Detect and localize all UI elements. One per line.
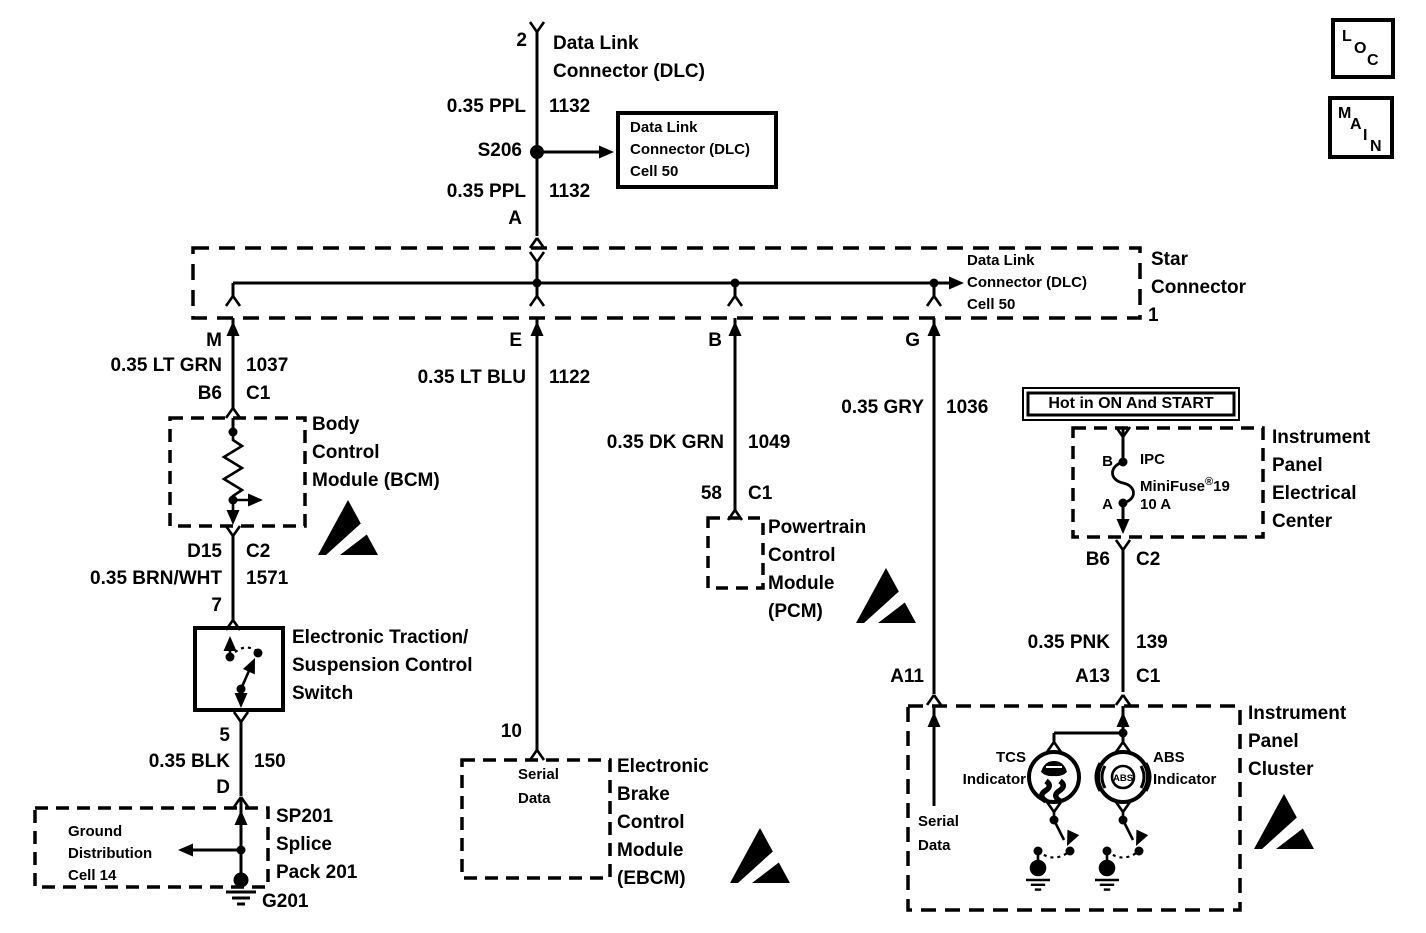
- fuse-element: [1113, 462, 1134, 503]
- fuse-pin-a: A: [1102, 496, 1113, 513]
- loc-letter-l: L: [1342, 28, 1352, 45]
- wire-spec-ppl-upper: 0.35 PPL: [446, 96, 526, 117]
- cluster-name-line2: Panel: [1248, 731, 1299, 752]
- dlc-pin-a: A: [508, 208, 522, 229]
- dlc-name-line1: Data Link: [553, 33, 639, 54]
- traction-switch-symbol: [224, 636, 263, 708]
- circuit-1037: 1037: [246, 355, 289, 376]
- circuit-1571: 1571: [246, 568, 289, 589]
- abs-lamp-switch: [1095, 812, 1148, 890]
- fuse-pin-b: B: [1102, 453, 1113, 470]
- fuse-exit-arrowhead: [1117, 519, 1130, 534]
- star-pin-m: M: [206, 330, 222, 351]
- cluster-pin-a11: A11: [890, 666, 924, 687]
- switch-pin-5: 5: [219, 725, 230, 746]
- circuit-1036: 1036: [946, 397, 989, 418]
- circuit-139: 139: [1136, 632, 1168, 653]
- sp201-line2: Splice: [276, 834, 332, 855]
- esd-icon-pcm: [856, 568, 916, 623]
- cluster-name-line3: Cluster: [1248, 759, 1314, 780]
- wire-spec-blk: 0.35 BLK: [148, 751, 230, 772]
- fuse-number: 19: [1213, 478, 1230, 495]
- loc-letter-c: C: [1367, 52, 1379, 69]
- switch-name-line1: Electronic Traction/: [292, 627, 469, 648]
- main-letter-i: I: [1363, 127, 1368, 144]
- sp201-line3: Pack 201: [276, 862, 358, 883]
- wire-spec-gry: 0.35 GRY: [841, 397, 924, 418]
- fuse-rating: 10 A: [1140, 496, 1172, 513]
- bcm-name-line2: Control: [312, 442, 380, 463]
- pcm-name-line2: Control: [768, 545, 836, 566]
- switch-pin-7: 7: [211, 595, 222, 616]
- cluster-serial-line1: Serial: [918, 813, 959, 830]
- bcm-name-line1: Body: [312, 414, 360, 435]
- star-ref-line2: Connector (DLC): [967, 274, 1087, 291]
- tcs-indicator-icon: [1029, 752, 1079, 802]
- main-letter-n: N: [1370, 138, 1382, 155]
- fuse-brand: MiniFuse: [1140, 478, 1206, 495]
- bcm-branch-arrowhead: [248, 494, 263, 507]
- ground-pin-d: D: [216, 777, 230, 798]
- cluster-pin-a13: A13: [1075, 666, 1110, 687]
- esd-icon-cluster: [1254, 794, 1314, 849]
- pcm-name-line3: Module: [768, 573, 835, 594]
- ipec-name-line3: Electrical: [1272, 483, 1357, 504]
- circuit-150: 150: [254, 751, 286, 772]
- splice-s206-label: S206: [477, 140, 522, 161]
- s206-arrowhead: [599, 146, 614, 159]
- pcm-pin-58: 58: [700, 483, 722, 504]
- ground-ref-line2: Distribution: [68, 845, 153, 862]
- hot-in-on-and-start: Hot in ON And START: [1048, 395, 1214, 412]
- registered-mark: ®: [1205, 476, 1214, 488]
- circuit-1049: 1049: [748, 432, 791, 453]
- ebcm-name-line1: Electronic: [617, 756, 709, 777]
- star-pin-g: G: [905, 330, 920, 351]
- fuse-name-ipc: IPC: [1140, 451, 1166, 468]
- bcm-pin-d15: D15: [187, 541, 222, 562]
- abs-label-line2: Indicator: [1153, 771, 1217, 788]
- ipec-conn-c2: C2: [1136, 549, 1161, 570]
- star-id: 1: [1148, 305, 1159, 326]
- wire-spec-ltgrn: 0.35 LT GRN: [110, 355, 222, 376]
- ipec-name-line1: Instrument: [1272, 427, 1371, 448]
- s206-ref-line3: Cell 50: [630, 163, 679, 180]
- loc-letter-o: O: [1354, 40, 1367, 57]
- switch-name-line2: Suspension Control: [292, 655, 473, 676]
- wire-spec-pnk: 0.35 PNK: [1027, 632, 1110, 653]
- main-letter-m: M: [1338, 105, 1352, 122]
- cluster-conn-c1: C1: [1136, 666, 1161, 687]
- ebcm-name-line3: Control: [617, 812, 685, 833]
- star-name-line1: Star: [1151, 249, 1188, 270]
- pcm-box: [708, 518, 763, 588]
- bcm-conn-c1: C1: [246, 383, 271, 404]
- abs-icon-text: ABS: [1112, 773, 1134, 784]
- abs-label-line1: ABS: [1153, 749, 1185, 766]
- ground-ref-arrowhead: [178, 844, 193, 857]
- ground-up-arrowhead: [235, 810, 248, 825]
- bcm-name-line3: Module (BCM): [312, 470, 440, 491]
- ebcm-port-line2: Data: [518, 790, 551, 807]
- g201-label: G201: [262, 891, 309, 912]
- esd-icon-bcm: [318, 500, 378, 555]
- tcs-label-line1: TCS: [996, 749, 1026, 766]
- wire-spec-ppl-lower: 0.35 PPL: [446, 181, 526, 202]
- circuit-1122: 1122: [549, 367, 591, 388]
- cluster-name-line1: Instrument: [1248, 703, 1347, 724]
- sp201-line1: SP201: [276, 806, 334, 827]
- ebcm-name-line5: (EBCM): [617, 868, 686, 889]
- bcm-pin-b6: B6: [197, 383, 222, 404]
- circuit-1132-upper: 1132: [549, 96, 591, 117]
- bus-arrowhead: [949, 277, 964, 290]
- pcm-name-line1: Powertrain: [768, 517, 867, 538]
- instrument-cluster-box: [908, 706, 1240, 910]
- pcm-name-line4: (PCM): [768, 601, 823, 622]
- ipec-name-line4: Center: [1272, 511, 1333, 532]
- tcs-label-line2: Indicator: [962, 771, 1026, 788]
- abs-indicator-icon: [1096, 752, 1150, 802]
- pcm-conn-c1: C1: [748, 483, 773, 504]
- star-ref-line1: Data Link: [967, 252, 1035, 269]
- dlc-name-line2: Connector (DLC): [553, 61, 705, 82]
- star-pin-b: B: [708, 330, 722, 351]
- circuit-1132-lower: 1132: [549, 181, 591, 202]
- star-name-line2: Connector: [1151, 277, 1246, 298]
- ground-ref-line3: Cell 14: [68, 867, 117, 884]
- ipec-name-line2: Panel: [1272, 455, 1323, 476]
- bcm-exit-arrowhead: [227, 510, 240, 525]
- ebcm-name-line2: Brake: [617, 784, 670, 805]
- tcs-lamp-switch: [1026, 812, 1079, 890]
- main-letter-a: A: [1350, 116, 1362, 133]
- s206-ref-line2: Connector (DLC): [630, 141, 750, 158]
- wire-spec-dkgrn: 0.35 DK GRN: [606, 432, 724, 453]
- s206-splice-dot: [530, 145, 544, 159]
- switch-name-line3: Switch: [292, 683, 354, 704]
- cluster-serial-line2: Data: [918, 837, 951, 854]
- dlc-pin-2: 2: [516, 30, 527, 51]
- star-pin-e: E: [509, 330, 522, 351]
- wire-spec-brnwht: 0.35 BRN/WHT: [90, 568, 222, 589]
- ebcm-name-line4: Module: [617, 840, 684, 861]
- ebcm-pin-10: 10: [500, 721, 522, 742]
- bcm-conn-c2: C2: [246, 541, 271, 562]
- star-ref-line3: Cell 50: [967, 296, 1016, 313]
- esd-icon-ebcm: [730, 828, 790, 883]
- ground-ref-line1: Ground: [68, 823, 123, 840]
- ipec-pin-b6: B6: [1085, 549, 1110, 570]
- ebcm-port-line1: Serial: [518, 766, 559, 783]
- wire-spec-ltblu: 0.35 LT BLU: [417, 367, 526, 388]
- s206-ref-line1: Data Link: [630, 119, 698, 136]
- fuse-brand-line: [1140, 472, 1230, 497]
